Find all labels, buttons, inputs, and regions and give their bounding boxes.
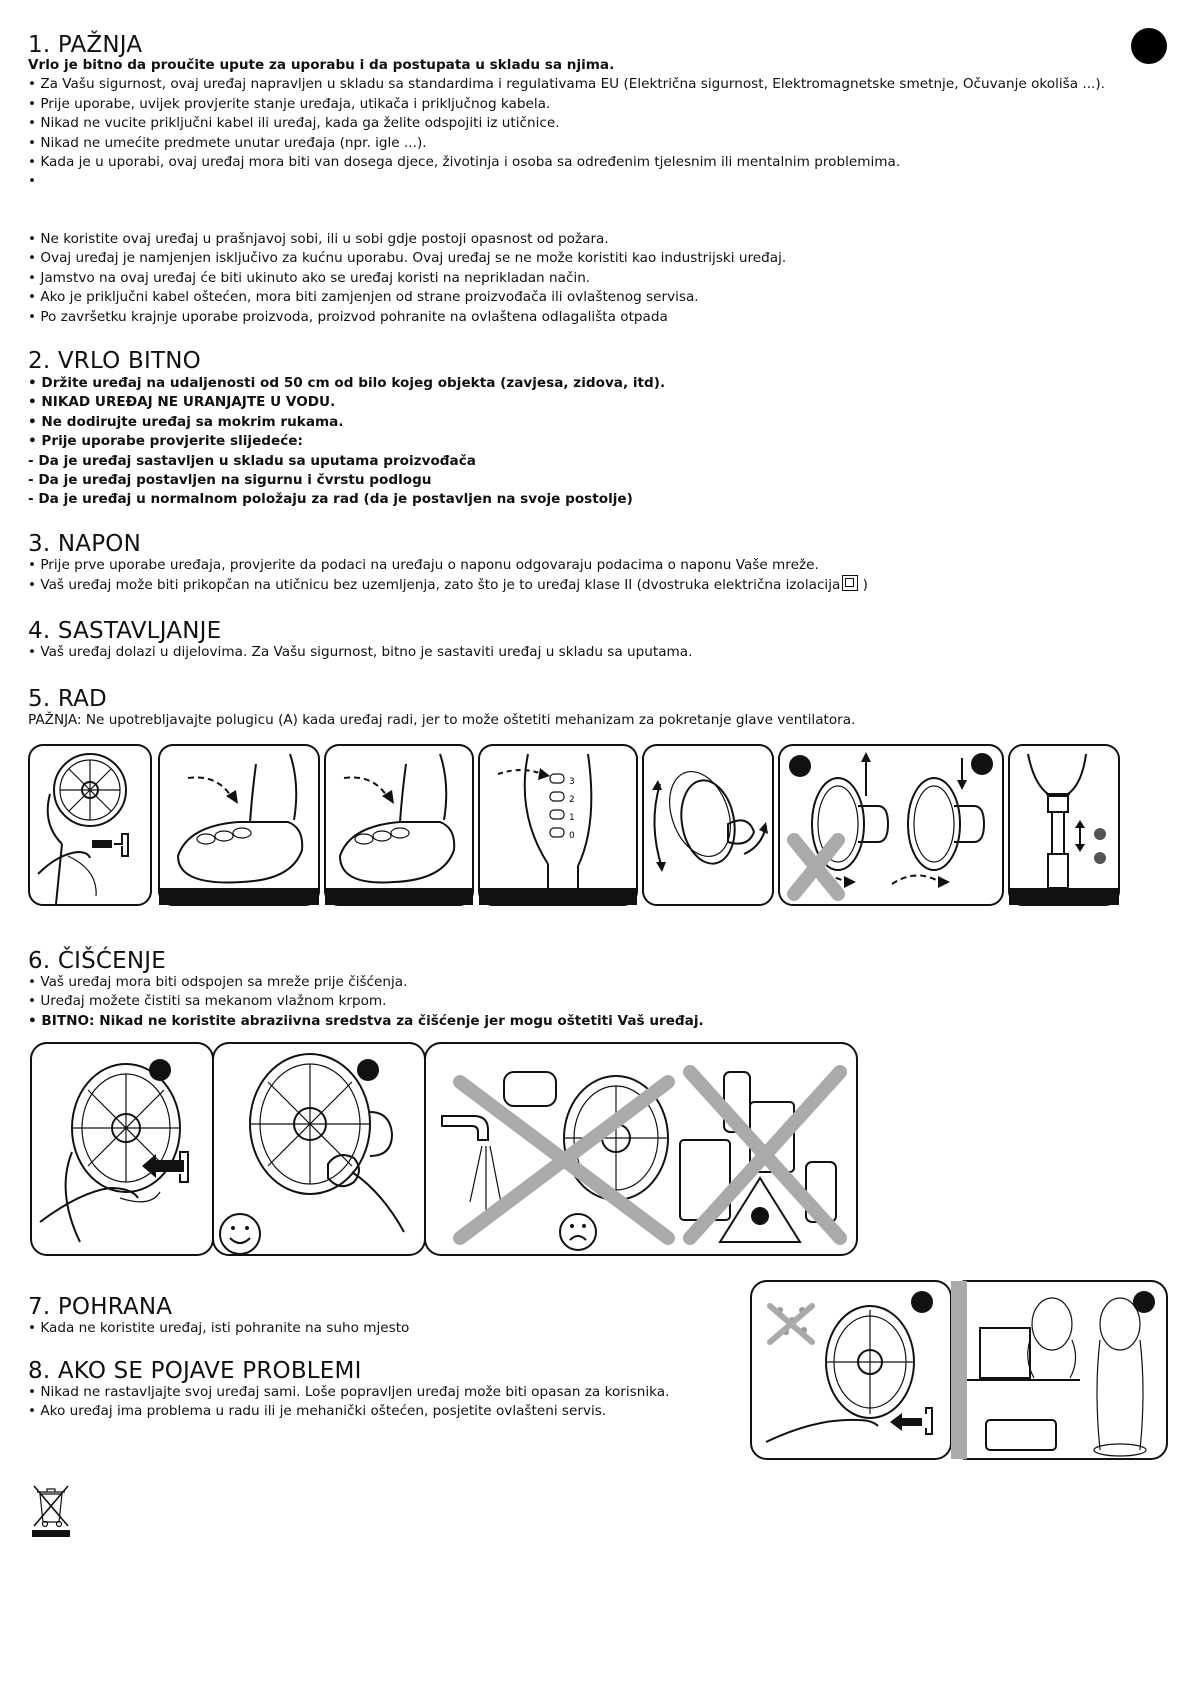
section-5-title: 5. RAD <box>28 686 107 712</box>
fig-wipe-with-cloth <box>213 1043 425 1255</box>
list-item: • NIKAD UREĐAJ NE URANJAJTE U VODU. <box>28 394 336 411</box>
list-item: • Nikad ne umećite predmete unutar uređaja (npr. igle ...). <box>28 134 427 151</box>
section-6-list <box>28 973 704 1031</box>
list-item: • Ovaj uređaj je namjenjen isključivo za kućnu uporabu. Ovaj uređaj se ne može koristiti kao industrijski uređaj. <box>28 250 787 267</box>
list-item-class-ii <box>28 575 868 595</box>
fig-press-button-2 <box>325 745 473 905</box>
panel-digit: 0 <box>569 831 575 841</box>
section-5-list <box>28 711 855 730</box>
section-2-title: 2. VRLO BITNO <box>28 348 201 374</box>
list-item: - Da je uređaj postavljen na sigurnu i čvrstu podlogu <box>28 472 432 489</box>
section-1-title: 1. PAŽNJA <box>28 32 143 58</box>
list-item: • Uređaj možete čistiti sa mekanom vlažnom krpom. <box>28 993 387 1010</box>
section-3-list <box>28 556 868 596</box>
fig-plug-in <box>29 745 151 905</box>
panel-digit: 2 <box>569 795 575 805</box>
section-2-list <box>28 374 665 510</box>
figure-marker-circle <box>357 1059 379 1081</box>
storage-illustrations <box>750 1280 1168 1462</box>
section-1-intro: Vrlo je bitno da proučite upute za uporabu i da postupata u skladu sa njima. <box>28 57 615 73</box>
list-item: - Da je uređaj u normalnom položaju za rad (da je postavljen na svoje postolje) <box>28 491 633 508</box>
list-item: • Za Vašu sigurnost, ovaj uređaj napravljen u skladu sa standardima i regulativama EU (Električna sigurnost, Elektromagnetske smetnje, Očuvanje okoliša ...). <box>28 76 1105 93</box>
fig-press-button-1 <box>159 745 319 905</box>
list-item: • Prije uporabe, uvijek provjerite stanje uređaja, utikača i priključnog kabela. <box>28 95 551 112</box>
fig-tilt-head <box>643 745 773 905</box>
figure-marker-circle <box>971 753 993 775</box>
list-item: • Vaš uređaj mora biti odspojen sa mreže prije čišćenja. <box>28 974 408 990</box>
fig-unplug-before-cleaning <box>31 1043 213 1255</box>
list-item: • Držite uređaj na udaljenosti od 50 cm od bilo kojeg objekta (zavjesa, zidova, itd). <box>28 375 666 391</box>
warning-text: Nikad ne koristite abraziivna sredstva za čišćenje jer mogu oštetiti Vaš uređaj. <box>94 1012 704 1029</box>
list-item: • Ne koristite ovaj uređaj u prašnjavoj sobi, ili u sobi gdje postoji opasnost od požara. <box>28 231 609 247</box>
list-item: • Po završetku krajnje uporabe proizvoda, proizvod pohranite na ovlaštena odlagališta otpada <box>28 308 668 325</box>
weee-bin-icon <box>30 1482 72 1538</box>
list-item: • Ako uređaj ima problema u radu ili je mehanički oštećen, posjetite ovlašteni servis. <box>28 1403 607 1420</box>
class-ii-closing: ) <box>858 577 868 594</box>
list-item: • Kada ne koristite uređaj, isti pohranite na suho mjesto <box>28 1320 410 1336</box>
warning-label: • BITNO: <box>28 1012 95 1029</box>
list-item: • Prije uporabe provjerite slijedeće: <box>28 433 303 450</box>
list-item: • Ako je priključni kabel oštećen, mora biti zamjenjen od strane proizvođača ili ovlaštenog servisa. <box>28 289 699 306</box>
list-item: • Nikad ne vucite priključni kabel ili uređaj, kada ga želite odspojiti iz utičnice. <box>28 115 560 132</box>
fig-store-in-cupboard <box>951 1281 1167 1459</box>
fig-unplug-storage <box>751 1281 951 1459</box>
cleaning-illustrations <box>30 1042 860 1258</box>
panel-digit: 3 <box>569 777 575 787</box>
fig-height-adjust <box>1009 745 1119 905</box>
section-4-list <box>28 643 692 662</box>
double-insulation-icon <box>842 575 858 591</box>
list-item: - Da je uređaj sastavljen u skladu sa uputama proizvođača <box>28 452 476 469</box>
operation-illustrations <box>28 744 1168 906</box>
fig-control-panel <box>479 745 637 905</box>
class-ii-text: • Vaš uređaj može biti prikopčan na utičnicu bez uzemljenja, zato što je to uređaj klase II (dvostruka električna izolacija <box>28 577 841 594</box>
section-3-title: 3. NAPON <box>28 531 141 557</box>
list-item: • Nikad ne rastavljajte svoj uređaj sami. Loše popravljen uređaj može biti opasan za korisnika. <box>28 1384 670 1400</box>
list-item: • <box>28 173 37 190</box>
figure-marker-circle <box>789 755 811 777</box>
list-item: • Jamstvo na ovaj uređaj će biti ukinuto ako se uređaj koristi na neprikladan način. <box>28 269 591 286</box>
list-item: • Vaš uređaj dolazi u dijelovima. Za Vašu sigurnost, bitno je sastaviti uređaj u skladu sa uputama. <box>28 644 693 660</box>
figure-marker-circle <box>911 1291 933 1313</box>
section-4-title: 4. SASTAVLJANJE <box>28 618 222 644</box>
section-1-list <box>28 56 1105 192</box>
list-item-warning <box>28 1012 704 1031</box>
fig-adjust-head <box>779 745 1003 905</box>
section-8-title: 8. AKO SE POJAVE PROBLEMI <box>28 1358 362 1384</box>
page-marker-circle <box>1131 28 1167 64</box>
section-7-list <box>28 1319 409 1338</box>
list-item: • Ne dodirujte uređaj sa mokrim rukama. <box>28 413 344 430</box>
list-item: • Prije prve uporabe uređaja, provjerite da podaci na uređaju o naponu odgovaraju podacima o naponu Vaše mreže. <box>28 557 819 573</box>
section-7-title: 7. POHRANA <box>28 1294 173 1320</box>
section-6-title: 6. ČIŠĆENJE <box>28 948 167 974</box>
section-1-list-2 <box>28 230 786 327</box>
section-8-list <box>28 1383 669 1422</box>
fig-no-water-no-chemicals <box>425 1043 857 1255</box>
panel-digit: 1 <box>569 813 575 823</box>
list-item: • Kada je u uporabi, ovaj uređaj mora biti van dosega djece, životinja i osoba sa određenim tjelesnim ili mentalnim problemima. <box>28 154 901 171</box>
list-item: PAŽNJA: Ne upotrebljavajte polugicu (A) kada uređaj radi, jer to može oštetiti mehanizam za pokretanje glave ventilatora. <box>28 712 856 728</box>
